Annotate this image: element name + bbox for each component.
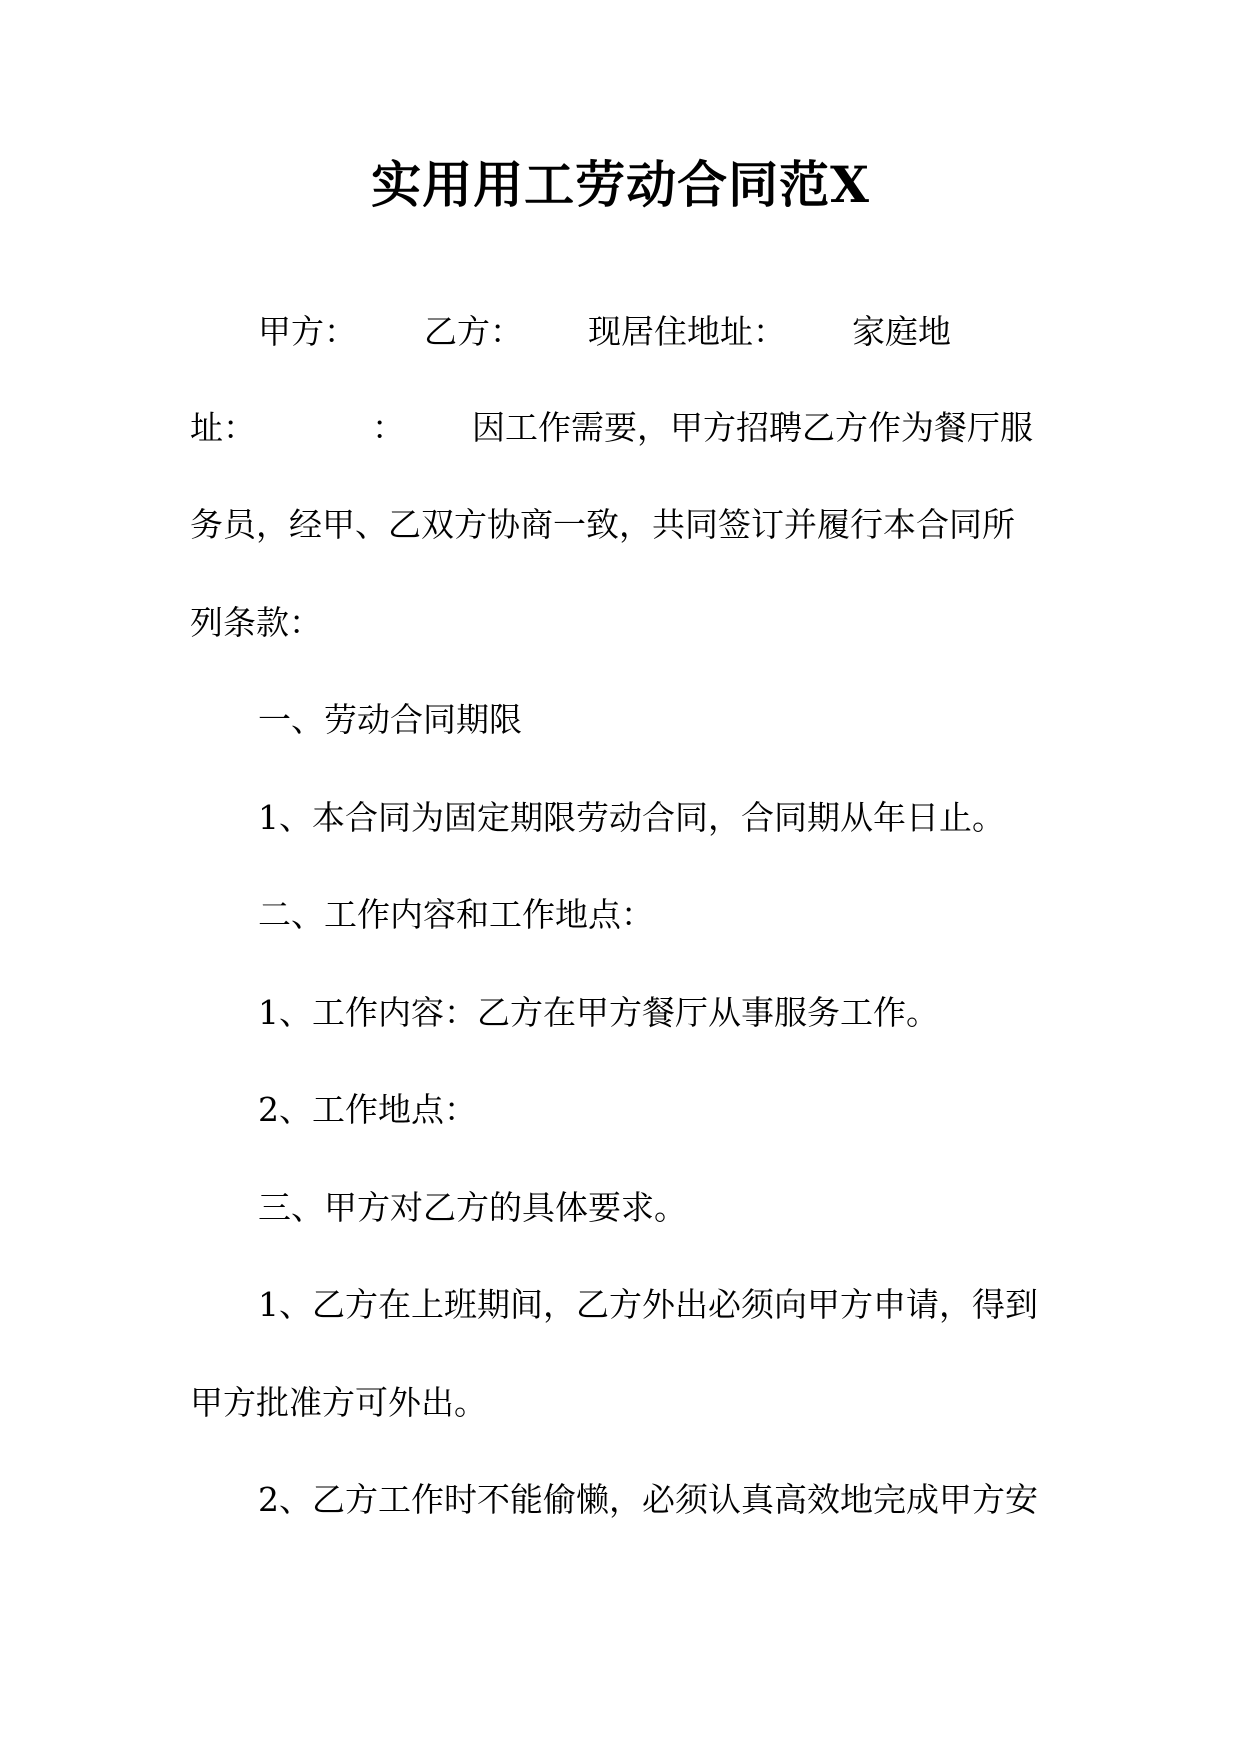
party-b-label: 乙方： xyxy=(424,312,523,351)
section-3-heading: 三、甲方对乙方的具体要求。 xyxy=(258,1188,687,1227)
intro-text-end: 列条款： xyxy=(190,603,322,642)
section-3-item-1-line-2: 甲方批准方可外出。 xyxy=(190,1383,487,1422)
colon-mark: ： xyxy=(372,408,405,447)
section-1-item-1: 1、本合同为固定期限劳动合同，合同期从年日止。 xyxy=(258,798,1005,837)
home-address-label-end: 址： xyxy=(190,408,256,447)
document-title: 实用用工劳动合同范X xyxy=(371,155,870,214)
section-3-item-1-line-1: 1、乙方在上班期间，乙方外出必须向甲方申请，得到 xyxy=(258,1285,1038,1324)
party-a-label: 甲方： xyxy=(258,312,357,351)
intro-text-middle: 务员，经甲、乙双方协商一致，共同签订并履行本合同所 xyxy=(190,505,1015,544)
section-2-item-2: 2、工作地点： xyxy=(258,1090,477,1129)
section-1-heading: 一、劳动合同期限 xyxy=(258,700,522,739)
section-3-item-2-line-1: 2、乙方工作时不能偷懒，必须认真高效地完成甲方安 xyxy=(258,1480,1038,1519)
section-2-heading: 二、工作内容和工作地点： xyxy=(258,895,654,934)
current-address-label: 现居住地址： xyxy=(588,312,786,351)
section-2-item-1: 1、工作内容：乙方在甲方餐厅从事服务工作。 xyxy=(258,993,939,1032)
intro-text-start: 因工作需要，甲方招聘乙方作为餐厅服 xyxy=(472,408,1033,447)
home-address-label-start: 家庭地 xyxy=(852,312,951,351)
